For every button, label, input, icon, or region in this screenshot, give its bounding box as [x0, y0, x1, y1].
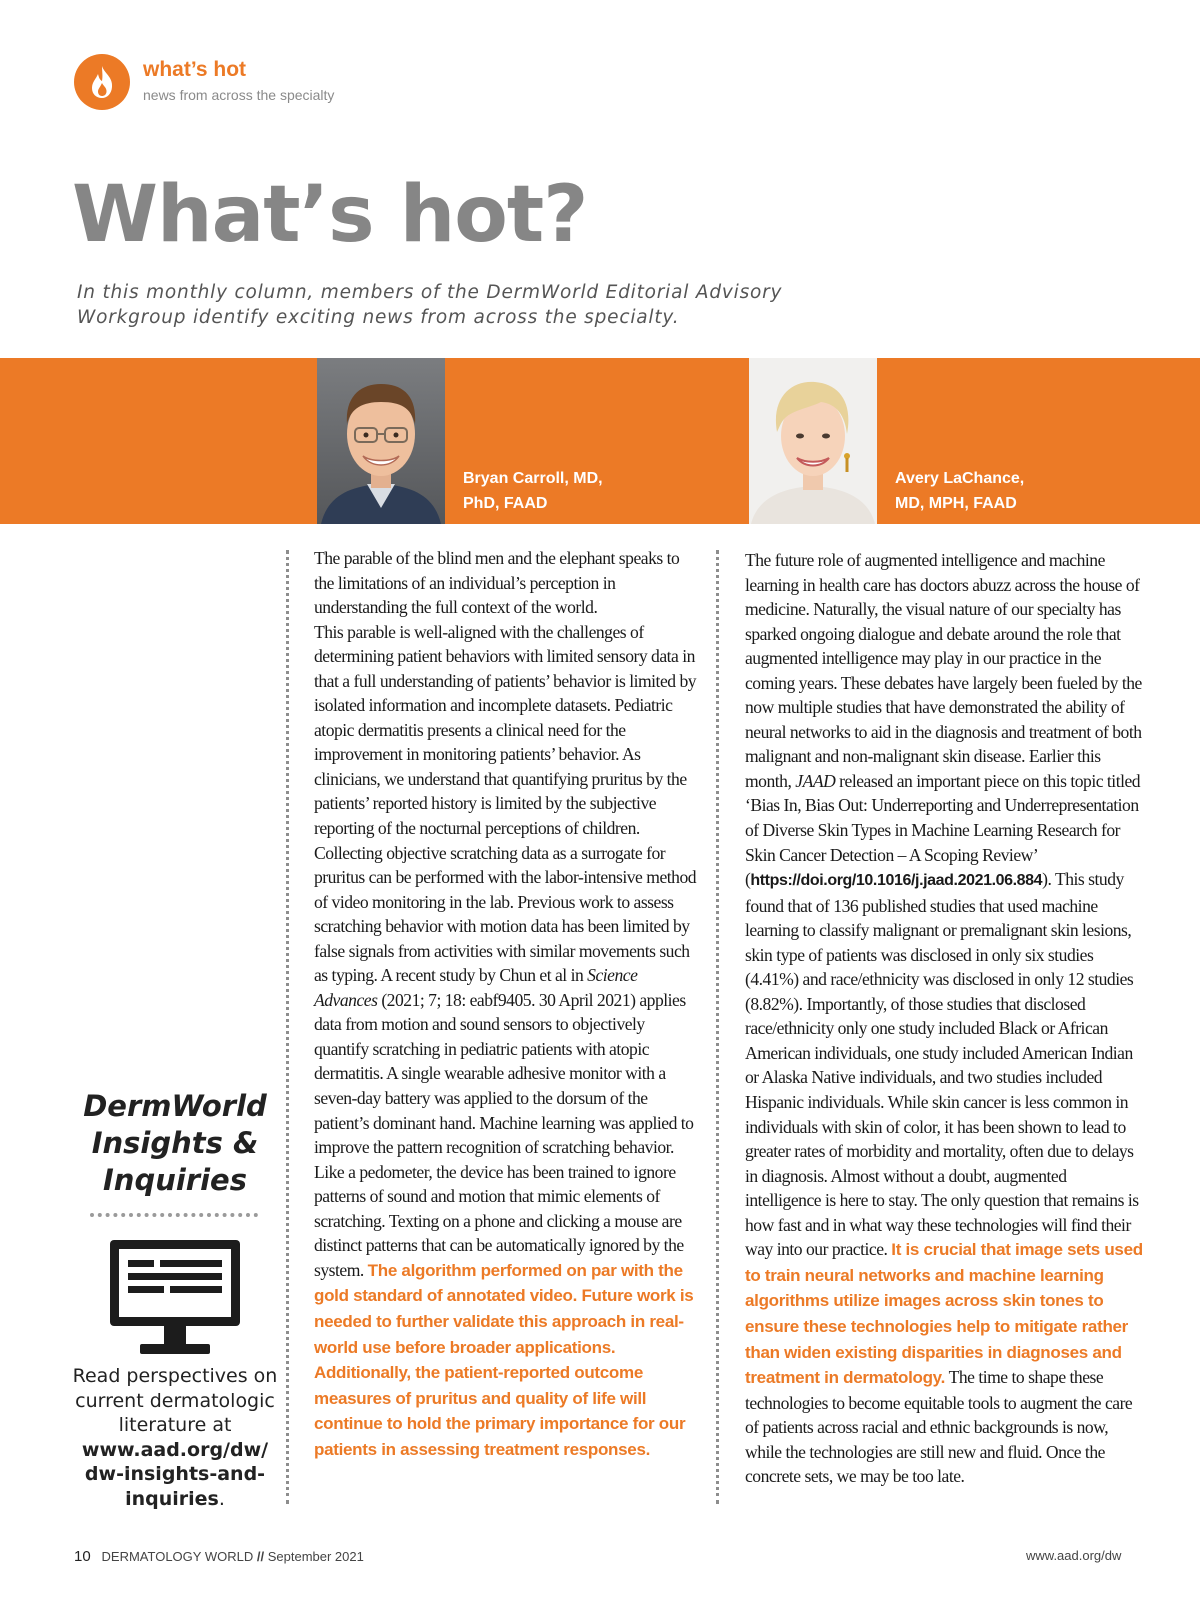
- page-title: What’s hot?: [72, 170, 588, 260]
- author-name-carroll: Bryan Carroll, MD, PhD, FAAD: [463, 470, 603, 512]
- article-paragraph: The parable of the blind men and the elephant speaks to the limitations of an individual’s perception in understanding the full context of the world.: [314, 548, 680, 618]
- article-carroll: [314, 546, 697, 1462]
- flame-icon: [87, 64, 117, 100]
- issue-date: September 2021: [267, 1549, 364, 1564]
- column-rule-left: [286, 550, 289, 1504]
- column-rule-right: [716, 550, 719, 1504]
- publication-name: DERMATOLOGY WORLD: [101, 1549, 254, 1564]
- sidebar-divider: [90, 1213, 258, 1217]
- journal-name: JAAD: [795, 770, 836, 791]
- pull-highlight: The algorithm performed on par with the gold standard of annotated video. Future work is needed to further validate this approach in real-world use before broader applications. Additionally, the patient-reported outcome measures of pruritus and quality of life will continue to hold the primary importance for our patients in assessing treatment responses.: [314, 1260, 694, 1459]
- section-title: what’s hot: [143, 58, 247, 81]
- footer-url[interactable]: www.aad.org/dw: [1026, 1548, 1122, 1563]
- journal-name: Science Advances: [314, 965, 638, 1010]
- author-name-lachance: Avery LaChance, MD, MPH, FAAD: [895, 470, 1025, 512]
- sidebar-text: Read perspectives on current dermatologic literature at www.aad.org/dw/ dw-insights-and- inquiries.: [70, 1364, 280, 1511]
- monitor-icon: [106, 1236, 244, 1362]
- author-photo-lachance: [749, 358, 877, 524]
- sidebar-title: DermWorld Insights & Inquiries: [83, 1089, 267, 1197]
- author-photo-carroll: [317, 358, 445, 524]
- sidebar-link[interactable]: www.aad.org/dw/ dw-insights-and- inquiries.: [81, 1438, 269, 1510]
- doi-link[interactable]: https://doi.org/10.1016/j.jaad.2021.06.884: [750, 872, 1043, 890]
- pull-highlight: It is crucial that image sets used to train neural networks and machine learning algorithms utilize images across skin tones to ensure these technologies help to mitigate rather than widen existing disparities in diagnoses and treatment in dermatology.: [745, 1240, 1143, 1388]
- article-lachance: [745, 548, 1145, 1489]
- page-number: 10: [74, 1548, 91, 1565]
- flame-badge: [74, 54, 130, 110]
- article-paragraph: This parable is well-aligned with the challenges of determining patient behaviors with limited sensory data in that a full understanding of patients’ behavior is limited by isolated information and incomplete datasets. Pediatric atopic dermatitis presents a clinical need for the improvement in monitoring patients’ behavior. As clinicians, we understand that quantifying pruritus by the patients’ reported history is limited by the subjective reporting of the nocturnal perceptions of children. Collecting objective scratching data as a surrogate for pruritus can be performed with the labor-intensive method of video monitoring in the lab. Previous work to assess scratching behavior with motion data has been limited by false signals from activities with similar movements such as typing. A recent study by Chun et al in Science Advances (2021; 7; 18: eabf9405. 30 April 2021) applies data from motion and sound sensors to objectively quantify scratching in pediatric patients with atopic dermatitis. A single wearable adhesive monitor with a seven-day battery was applied to the dorsum of the patient’s dominant hand. Machine learning was applied to improve the pattern recognition of scratching behavior. Like a pedometer, the device has been trained to ignore patterns of sound and motion that mimic elements of scratching. Texting on a phone and clicking a mouse are distinct patterns that can be automatically ignored by the system. The algorithm performed on par with the gold standard of annotated video. Future work is needed to further validate this approach in real-world use before broader applications. Additionally, the patient-reported outcome measures of pruritus and quality of life will continue to hold the primary importance for our patients in assessing treatment responses.: [314, 621, 697, 1459]
- footer-left: 10 DERMATOLOGY WORLD // September 2021: [74, 1548, 364, 1565]
- article-paragraph: The future role of augmented intelligence and machine learning in health care has doctors abuzz across the house of medicine. Naturally, the visual nature of our specialty has sparked ongoing dialogue and debate around the role that augmented intelligence may play in our practice in the coming years. These debates have largely been fueled by the now multiple studies that have demonstrated the ability of neural networks to aid in the diagnosis and treatment of both malignant and non-malignant skin disease. Earlier this month, JAAD released an important piece on this topic titled ‘Bias In, Bias Out: Underreporting and Underrepresentation of Diverse Skin Types in Machine Learning Research for Skin Cancer Detection – A Scoping Review’ (https://doi.org/10.1016/j.jaad.2021.06.884). This study found that of 136 published studies that used machine learning to classify malignant or premalignant skin lesions, skin type of patients was disclosed in only six studies (4.41%) and race/ethnicity was disclosed in only 12 studies (8.82%). Importantly, of those studies that disclosed race/ethnicity only one study included Black or African American individuals, one study included American Indian or Alaska Native individuals, and two studies included Hispanic individuals. While skin cancer is less common in individuals with skin of color, it has been shown to lead to greater rates of morbidity and mortality, often due to delays in diagnosis. Almost without a doubt, augmented intelligence is here to stay. The only question that remains is how fast and in what way these technologies will find their way into our practice. It is crucial that image sets used to train neural networks and machine learning algorithms utilize images across skin tones to ensure these technologies help to mitigate rather than widen existing disparities in diagnoses and treatment in dermatology. The time to shape these technologies to become equitable tools to augment the care of patients across racial and ethnic backgrounds is now, while the technologies are still new and fluid. Once the concrete sets, we may be too late.: [745, 550, 1143, 1487]
- section-subtitle: news from across the specialty: [143, 87, 335, 103]
- intro-text: In this monthly column, members of the DermWorld Editorial Advisory Workgroup identify exciting news from across the specialty.: [77, 282, 783, 328]
